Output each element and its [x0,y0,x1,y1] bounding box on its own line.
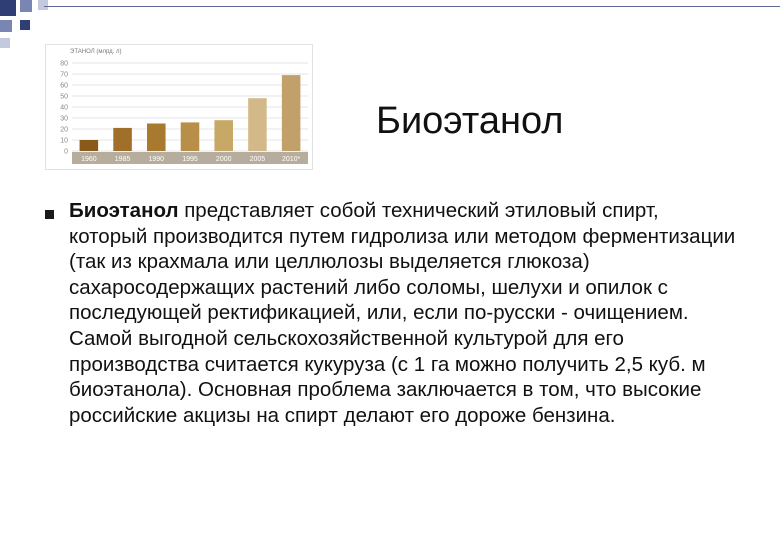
body-bold-term: Биоэтанол [69,199,179,222]
bullet-marker [45,210,54,219]
chart-svg [46,45,312,169]
y-tick-label: 40 [60,104,68,112]
y-tick-label: 60 [60,82,68,90]
x-tick-label: 2000 [215,156,232,163]
chart-bar [181,122,200,151]
y-tick-label: 80 [60,60,68,68]
y-tick-label: 70 [60,71,68,79]
chart-bar [248,98,267,151]
chart-bar [80,140,99,151]
x-tick-label: 2010* [281,156,301,163]
x-tick-label: 1995 [182,156,198,163]
body-text-rest: представляет собой технический этиловый спирт, который производится путем гидролиза или методом ферментизации (так из крахмала или целлюлозы выделяется глюкоза) сахаросодержащих растений либо соломы, шелухи и опилок с последующей ректификацией, или, если по-русски - очищением. Самой выгодной сельскохозяйственной культурой для его производства считается кукуруза (с 1 га можно получить 2,5 куб. м биоэтанола). Основная проблема заключается в том, что высокие российские акцизы на спирт делают его дороже бензина. [69,199,736,427]
slide-title: Биоэтанол [376,100,564,142]
ethanol-chart [45,44,313,170]
y-tick-label: 50 [60,93,68,101]
chart-bar [214,120,233,151]
x-tick-label: 2005 [249,156,266,163]
chart-bar [282,75,301,151]
body-paragraph [69,198,739,428]
chart-bar [113,128,132,151]
x-tick-label: 1960 [81,156,97,163]
y-tick-label: 0 [64,148,68,156]
y-tick-label: 30 [60,115,68,123]
y-tick-label: 20 [60,126,68,134]
chart-bar [147,124,166,152]
x-tick-label: 1990 [148,156,165,163]
top-rule [44,6,780,7]
y-tick-label: 10 [60,137,68,145]
chart-title: ЭТАНОЛ (млрд. л) [70,49,122,55]
x-tick-label: 1985 [114,156,131,163]
